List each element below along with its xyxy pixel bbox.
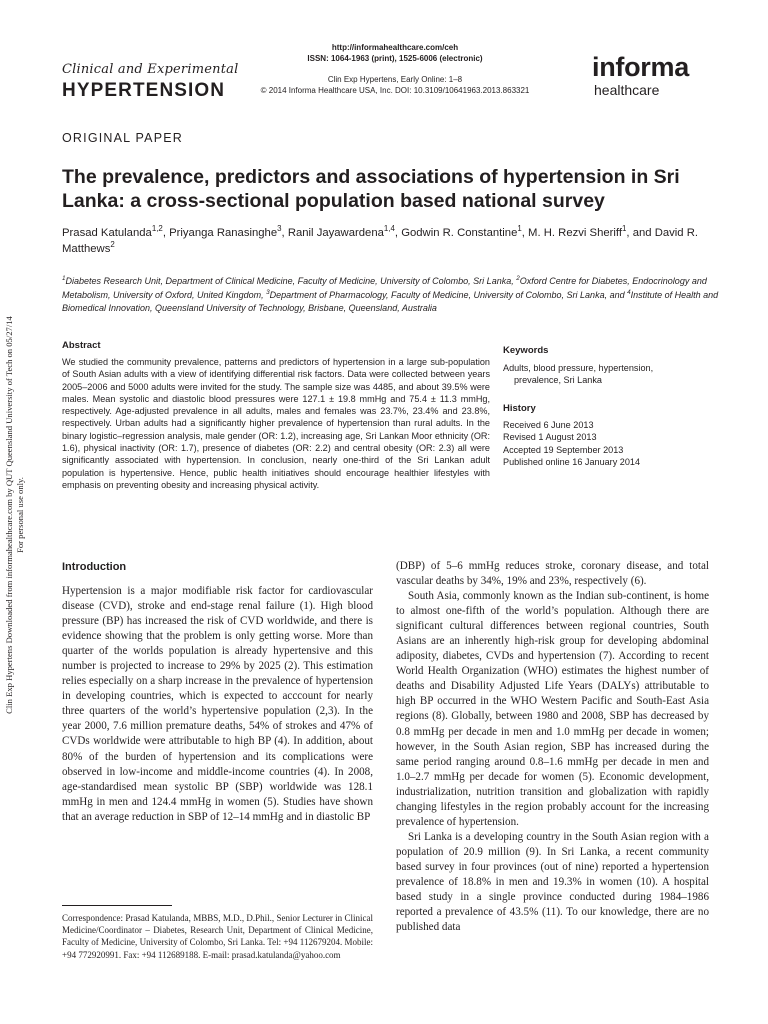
keywords-line2: prevalence, Sri Lanka (514, 375, 602, 386)
intro-paragraph-3: Sri Lanka is a developing country in the South Asian region with a population of 20.9 million (9). In Sri Lanka, a recent community based survey in four provinces (out of nine) reported a hypertension prevalence of 18.8% in men and 19.3% in women (10). A hospital based study in a single province conducted during 1984–1986 reported a prevalence of 43.5% (11). To our knowledge, there are no published data (396, 830, 709, 934)
author-affiliation-mark: 1,4 (383, 224, 395, 234)
author-affiliation-mark: 3 (277, 224, 282, 234)
keywords-line1: Adults, blood pressure, hypertension, (503, 363, 654, 373)
publisher-logo (592, 52, 689, 98)
download-notice (0, 280, 30, 750)
history-list (503, 419, 723, 468)
affiliation-mark: 4 (627, 288, 631, 296)
affiliations (62, 275, 722, 316)
intro-paragraph-1: Hypertension is a major modifiable risk factor for cardiovascular disease (CVD), stroke and end-stage renal failure (1). High blood pressure (BP) has increased the risk of CVD worldwide, and there is evidence showing that the problem is only getting worse. More than quarter of the worlds population is already hypertensive and this number is projected to increase to 29% by 2025 (2). This estimation relies especially on a sharp increase in the prevalence of hypertension in developing countries, which is expected to acccount for nearly three quarters of the world’s hypertensive population (2,3). In the year 2000, 7.6 million premature deaths, 54% of strokes and 47% of CVDs worldwide were attributable to high BP (4). In addition, about 80% of the burden of hypertension and its complications were observed in low-income and middle-income countries (4). In 2008, age-standardised mean systolic BP (SBP) worldwide was 128.1 mmHg in men and 124.4 mmHg in women (5). Studies have shown that an average reduction in SBP of 12–14 mmHg and in diastolic BP (62, 585, 373, 823)
author-name: Prasad Katulanda (62, 227, 152, 239)
affiliation-text: Diabetes Research Unit, Department of Clinical Medicine, Faculty of Medicine, University of Colombo, Sri Lanka, (65, 276, 517, 286)
publisher-sub: healthcare (594, 82, 660, 98)
affiliation-text: Institute of Health and Biomedical Innovation, Queensland University of Technology, Brisbane, Queensland, Australia (62, 289, 719, 313)
intro-paragraph-2: South Asia, commonly known as the Indian sub-continent, is home to almost one-fifth of the world’s population. Although there are significant cultural differences between regional countries, South Asians are an inherently high-risk group for developing abdominal adiposity, diabetes, CVDs and hypertension (7). According to recent World Health Organization (WHO) estimates the highest number of deaths and Disability Adjusted Life Years (DALYs) attributable to high BP occurred in the WHO Western Pacific and South-East Asia regions (8). Globally, between 1980 and 2008, SBP has decreased by 0.8 mmHg per decade in men and 1.0 mmHg per decade in women; however, in the South Asian region, SBP has increased during the same period ranging around 0.8–1.6 mmHg per decade in men and 1.0–2.7 mmHg per decade for women (5). Economic development, industrialization, nutrition transition and globalization with rapidly changing lifestyles in the region probably account for the increasing prevalence of hypertension. (396, 590, 709, 828)
author-affiliation-mark: 2 (110, 240, 115, 250)
history-heading: History (503, 403, 536, 414)
author-affiliation-mark: 1,2 (151, 224, 163, 234)
history-published: Published online 16 January 2014 (503, 456, 641, 467)
author-name: Priyanga Ranasinghe (169, 227, 278, 239)
affiliation-mark: 3 (266, 288, 270, 296)
affiliation-text: Oxford Centre for Diabetes, Endocrinology and Metabolism, University of Oxford, United Kingdom, (62, 276, 707, 300)
author-separator: , (521, 227, 529, 239)
author-list (62, 225, 712, 257)
download-notice-line1: Clin Exp Hypertens Downloaded from informahealthcare.com by QUT Queensland University of Tech on 05/27/14 (4, 316, 14, 714)
journal-header-info (250, 42, 540, 96)
footnote-rule (62, 905, 172, 906)
intro-left-column (62, 584, 373, 825)
intro-paragraph-1-cont: (DBP) of 5–6 mmHg reduces stroke, coronary disease, and total vascular deaths by 34%, 19% and 23%, respectively (6). (396, 560, 709, 588)
journal-name-bold: HYPERTENSION (62, 80, 226, 101)
journal-citation: Clin Exp Hypertens, Early Online: 1–8 (327, 75, 463, 84)
abstract-text: We studied the community prevalence, patterns and predictors of hypertension in a large sub-population of South Asian adults with a view of identifying differential risk factors. Data were collected between years 2005–2006 and 5000 adults were invited for the study. The sample size was 4485, and about 39.5% were males. Mean systolic and diastolic blood pressures were 127.1 ± 19.8 mmHg and 75.4 ± 11.3 mmHg, respectively. Age-adjusted prevalence in all adults, males and females was 23.7%, 23.4% and 23.8%, respectively. Urban adults had a significantly higher prevalence of hypertension than rural adults. In the binary logistic–regression analysis, male gender (OR: 1.2), increasing age, Sri Lankan Moor ethnicity (OR: 1.6), physical inactivity (OR: 1.7), presence of diabetes (OR: 2.2) and central obesity (OR: 2.3) all were significantly associated with hypertension. In conclusion, nearly one-third of the Sri Lankan adult population is hypertensive. Hence, public health initiatives should encourage healthier lifestyles with emphasis on preventing obesity and increasing physical activity. (62, 357, 490, 490)
history-revised: Revised 1 August 2013 (503, 432, 597, 443)
journal-issn: ISSN: 1064-1963 (print), 1525-6006 (electronic) (307, 54, 483, 63)
affiliation-mark: 1 (62, 275, 66, 282)
author-affiliation-mark: 1 (622, 224, 627, 234)
author-name: Ranil Jayawardena (287, 227, 384, 239)
history-received: Received 6 June 2013 (503, 420, 594, 430)
intro-right-column (396, 559, 709, 935)
author-name: Godwin R. Constantine (401, 227, 518, 239)
keywords-heading: Keywords (503, 345, 549, 356)
affiliation-mark: 2 (516, 275, 520, 282)
journal-url[interactable]: http://informahealthcare.com/ceh (331, 43, 459, 52)
journal-copyright: © 2014 Informa Healthcare USA, Inc. DOI: 10.3109/10641963.2013.863321 (260, 86, 530, 95)
author-separator: , (394, 227, 402, 239)
author-name: M. H. Rezvi Sheriff (528, 227, 623, 239)
download-notice-line2: For personal use only. (15, 477, 25, 553)
publisher-name: informa (592, 52, 689, 82)
history-accepted: Accepted 19 September 2013 (503, 444, 624, 455)
author-name: David R. Matthews (62, 227, 699, 255)
author-affiliation-mark: 1 (517, 224, 522, 234)
author-separator: , (281, 227, 288, 239)
author-separator: , (162, 227, 170, 239)
keywords-text (503, 362, 703, 387)
correspondence-note: Correspondence: Prasad Katulanda, MBBS, M.D., D.Phil., Senior Lecturer in Clinical Medicine/Coordinator – Diabetes, Research Unit, Department of Clinical Medicine, Faculty of Medicine, University of Colombo, Sri Lanka. Tel: +94 112679204. Mobile: +94 772920991. Fax: +94 112689188. E-mail: prasad.katulanda@yahoo.com (62, 913, 373, 960)
section-label: ORIGINAL PAPER (62, 131, 183, 145)
affiliation-text: Department of Pharmacology, Faculty of Medicine, University of Colombo, Sri Lanka, and (269, 289, 628, 300)
abstract-heading: Abstract (62, 340, 101, 351)
article-title: The prevalence, predictors and associations of hypertension in Sri Lanka: a cross-sectional population based national survey (62, 166, 680, 212)
journal-name-script: Clinical and Experimental (62, 62, 239, 77)
introduction-heading: Introduction (62, 561, 127, 573)
author-separator: , and (626, 227, 655, 239)
